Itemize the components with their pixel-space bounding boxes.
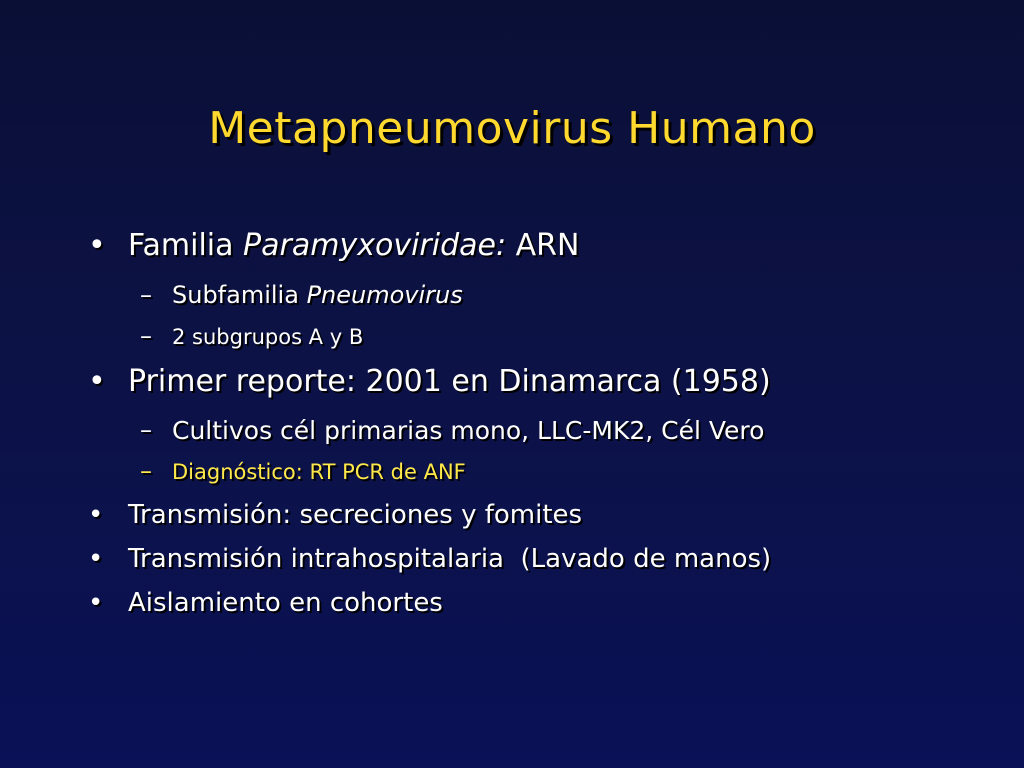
sub-item-cultivos: [140, 416, 764, 445]
dash-icon: –: [140, 457, 152, 485]
bullet-item-transmision-intrahospitalaria: [88, 544, 771, 574]
sub-item-subfamilia: [140, 281, 463, 309]
bullet-icon: •: [88, 364, 106, 399]
item-text: Cultivos cél primarias mono, LLC-MK2, Cél Vero: [172, 416, 765, 445]
bullet-item-aislamiento: [88, 588, 443, 618]
item-text: Primer reporte: 2001 en Dinamarca (1958): [128, 364, 771, 399]
bullet-icon: •: [88, 500, 104, 530]
dash-icon: –: [140, 322, 152, 350]
sub-item-subgrupos: [140, 322, 363, 350]
bullet-icon: •: [88, 544, 104, 574]
bullet-item-transmision: [88, 500, 582, 530]
sub-item-diagnostico: [140, 457, 466, 485]
dash-icon: –: [140, 416, 152, 444]
bullet-icon: •: [88, 588, 104, 618]
item-text: Familia: [128, 228, 244, 263]
item-italic-text: Pneumovirus: [306, 281, 463, 309]
item-text: Subfamilia: [172, 281, 307, 309]
bullet-item-familia: [88, 228, 579, 263]
item-italic-text: Paramyxoviridae:: [243, 228, 507, 263]
slide-title: Metapneumovirus Humano: [208, 103, 816, 154]
dash-icon: –: [140, 281, 152, 309]
item-text: Aislamiento en cohortes: [128, 588, 443, 618]
item-text: Diagnóstico: RT PCR de ANF: [172, 460, 466, 484]
item-text: Transmisión intrahospitalaria (Lavado de manos): [128, 544, 772, 574]
item-text: 2 subgrupos A y B: [172, 325, 364, 349]
item-text: ARN: [506, 228, 580, 263]
bullet-icon: •: [88, 228, 106, 263]
bullet-item-primer-reporte: [88, 364, 771, 399]
item-text: Transmisión: secreciones y fomites: [128, 500, 583, 530]
